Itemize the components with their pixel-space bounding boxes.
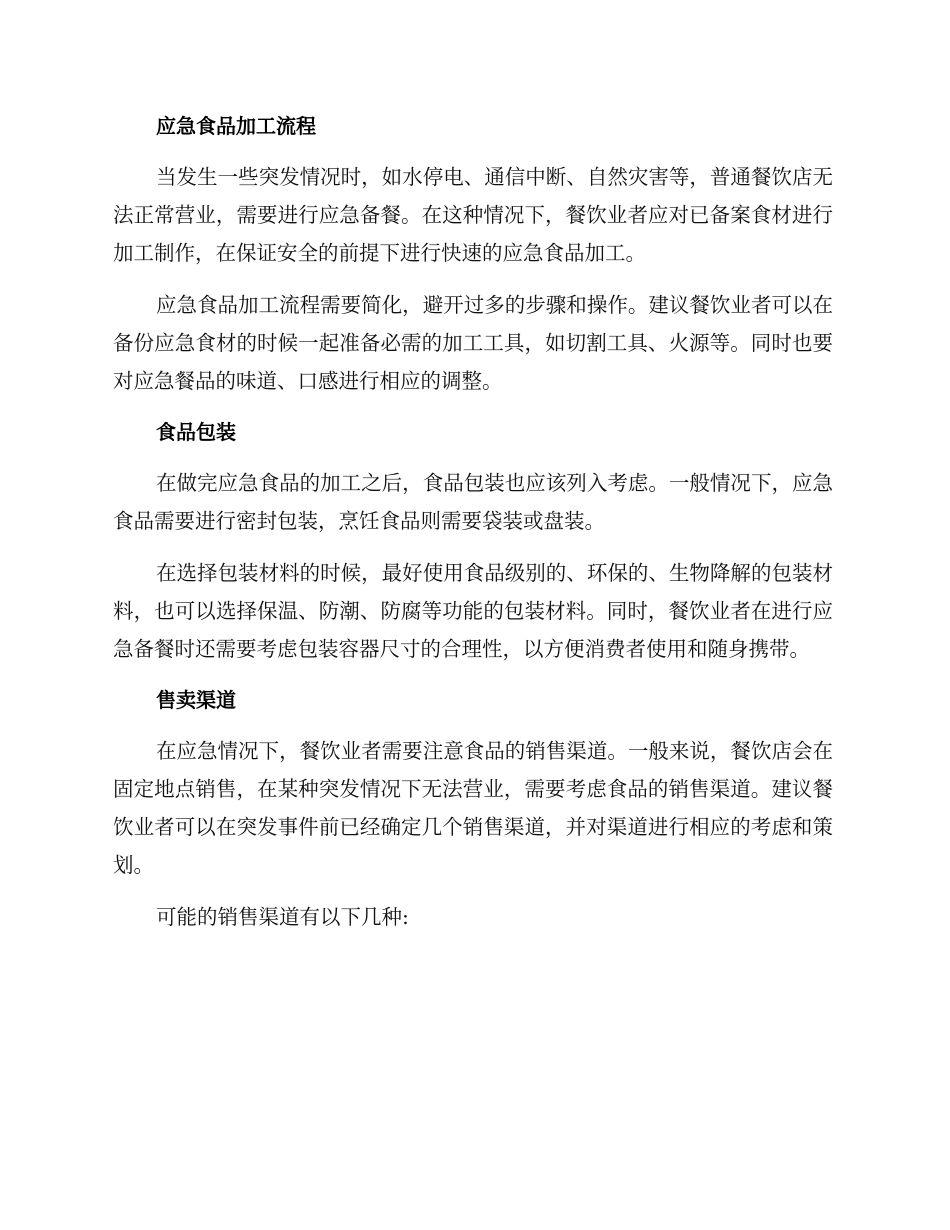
document-body: [113, 108, 833, 950]
paragraph: 在做完应急食品的加工之后，食品包装也应该列入考虑。一般情况下，应急食品需要进行密封包装，烹饪食品则需要袋装或盘装。: [113, 471, 833, 533]
section-heading: 食品包装: [156, 420, 236, 444]
section-food-packaging: [113, 414, 833, 668]
section-heading: 应急食品加工流程: [156, 114, 316, 138]
section-heading: 售卖渠道: [156, 688, 236, 712]
paragraph: 当发生一些突发情况时，如水停电、通信中断、自然灾害等，普通餐饮店无法正常营业，需要进行应急备餐。在这种情况下，餐饮业者应对已备案食材进行加工制作，在保证安全的前提下进行快速的应急食品加工。: [113, 165, 833, 265]
section-food-processing: [113, 108, 833, 400]
paragraph: 在应急情况下，餐饮业者需要注意食品的销售渠道。一般来说，餐饮店会在固定地点销售，在某种突发情况下无法营业，需要考虑食品的销售渠道。建议餐饮业者可以在突发事件前已经确定几个销售渠道，并对渠道进行相应的考虑和策划。: [113, 739, 833, 877]
paragraph: 应急食品加工流程需要简化，避开过多的步骤和操作。建议餐饮业者可以在备份应急食材的时候一起准备必需的加工工具，如切割工具、火源等。同时也要对应急餐品的味道、口感进行相应的调整。: [113, 293, 833, 393]
section-sales-channels: [113, 682, 833, 936]
paragraph: 可能的销售渠道有以下几种:: [156, 905, 409, 929]
paragraph: 在选择包装材料的时候，最好使用食品级别的、环保的、生物降解的包装材料，也可以选择保温、防潮、防腐等功能的包装材料。同时，餐饮业者在进行应急备餐时还需要考虑包装容器尺寸的合理性，以方便消费者使用和随身携带。: [113, 561, 833, 661]
